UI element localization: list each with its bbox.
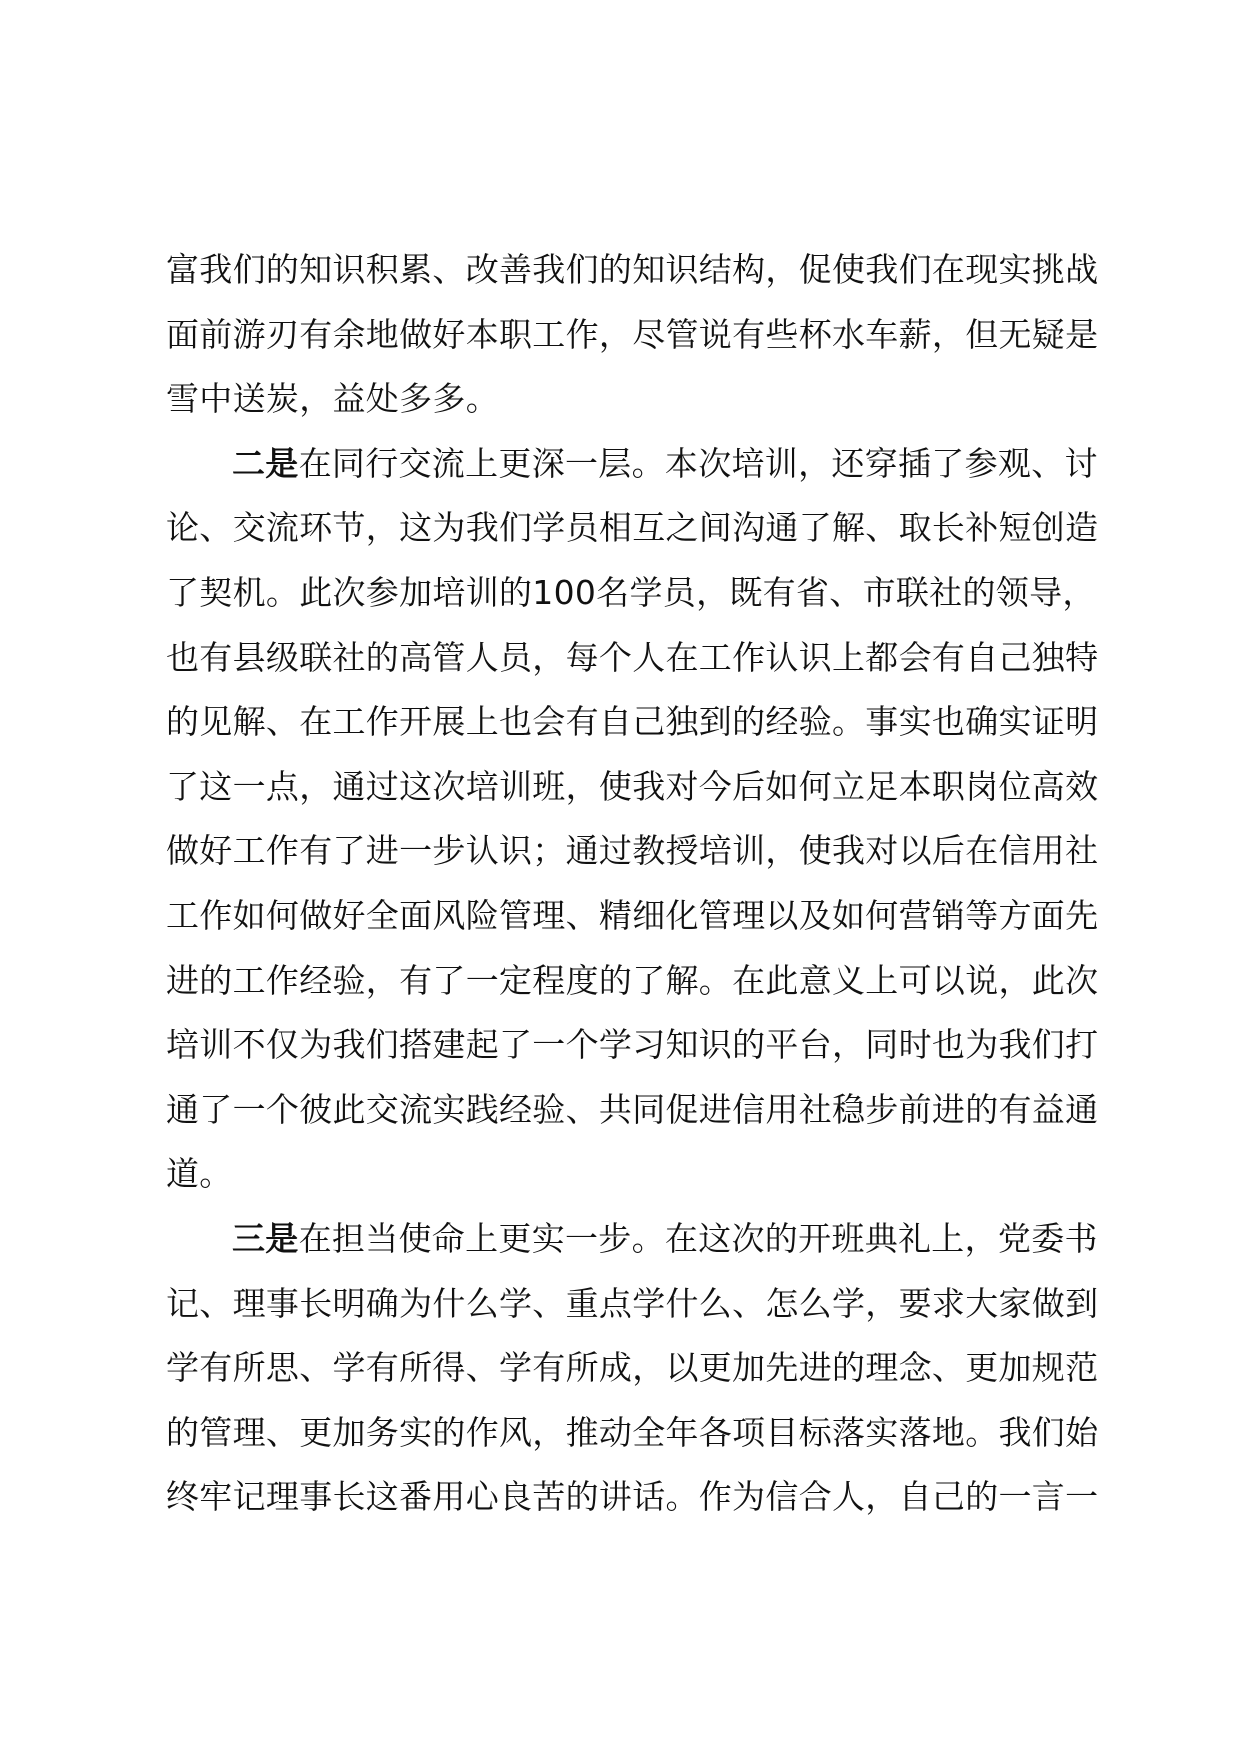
text-line: 富我们的知识积累、改善我们的知识结构，促使我们在现实挑战 <box>166 250 1099 289</box>
paragraph-first-line <box>166 1207 1096 1272</box>
text-line: 论、交流环节，这为我们学员相互之间沟通了解、取长补短创造 <box>166 508 1099 548</box>
paragraph-first-line <box>166 432 1096 497</box>
text-line: 终牢记理事长这番用心良苦的讲话。作为信合人，自己的一言一 <box>166 1477 1099 1517</box>
text-line-rest: 在同行交流上更深一层。本次培训，还穿插了参观、讨 <box>298 443 1098 483</box>
body-text <box>166 238 1099 1530</box>
text-line: 道。 <box>166 1154 233 1194</box>
text-line: 也有县级联社的高管人员，每个人在工作认识上都会有自己独特 <box>166 637 1099 677</box>
text-line: 通了一个彼此交流实践经验、共同促进信用社稳步前进的有益通 <box>166 1089 1099 1129</box>
text-line: 面前游刃有余地做好本职工作，尽管说有些杯水车薪，但无疑是 <box>166 314 1099 354</box>
text-line: 记、理事长明确为什么学、重点学什么、怎么学，要求大家做到 <box>166 1283 1099 1323</box>
text-line: 工作如何做好全面风险管理、精细化管理以及如何营销等方面先 <box>166 895 1099 935</box>
text-line: 学有所思、学有所得、学有所成，以更加先进的理念、更加规范 <box>166 1348 1099 1388</box>
text-line: 了契机。此次参加培训的100名学员，既有省、市联社的领导， <box>166 572 1096 612</box>
paragraph-lead: 二是 <box>232 443 299 483</box>
text-line: 做好工作有了进一步认识；通过教授培训，使我对以后在信用社 <box>166 831 1099 871</box>
text-line: 的管理、更加务实的作风，推动全年各项目标落实落地。我们始 <box>166 1412 1099 1452</box>
text-line: 进的工作经验，有了一定程度的了解。在此意义上可以说，此次 <box>166 960 1099 1000</box>
text-line: 雪中送炭，益处多多。 <box>166 379 499 419</box>
paragraph-lead: 三是 <box>232 1218 299 1258</box>
text-line: 培训不仅为我们搭建起了一个学习知识的平台，同时也为我们打 <box>166 1025 1099 1065</box>
text-line: 的见解、在工作开展上也会有自己独到的经验。事实也确实证明 <box>166 702 1099 742</box>
text-line-rest: 在担当使命上更实一步。在这次的开班典礼上，党委书 <box>298 1218 1098 1258</box>
text-line: 了这一点，通过这次培训班，使我对今后如何立足本职岗位高效 <box>166 766 1099 806</box>
